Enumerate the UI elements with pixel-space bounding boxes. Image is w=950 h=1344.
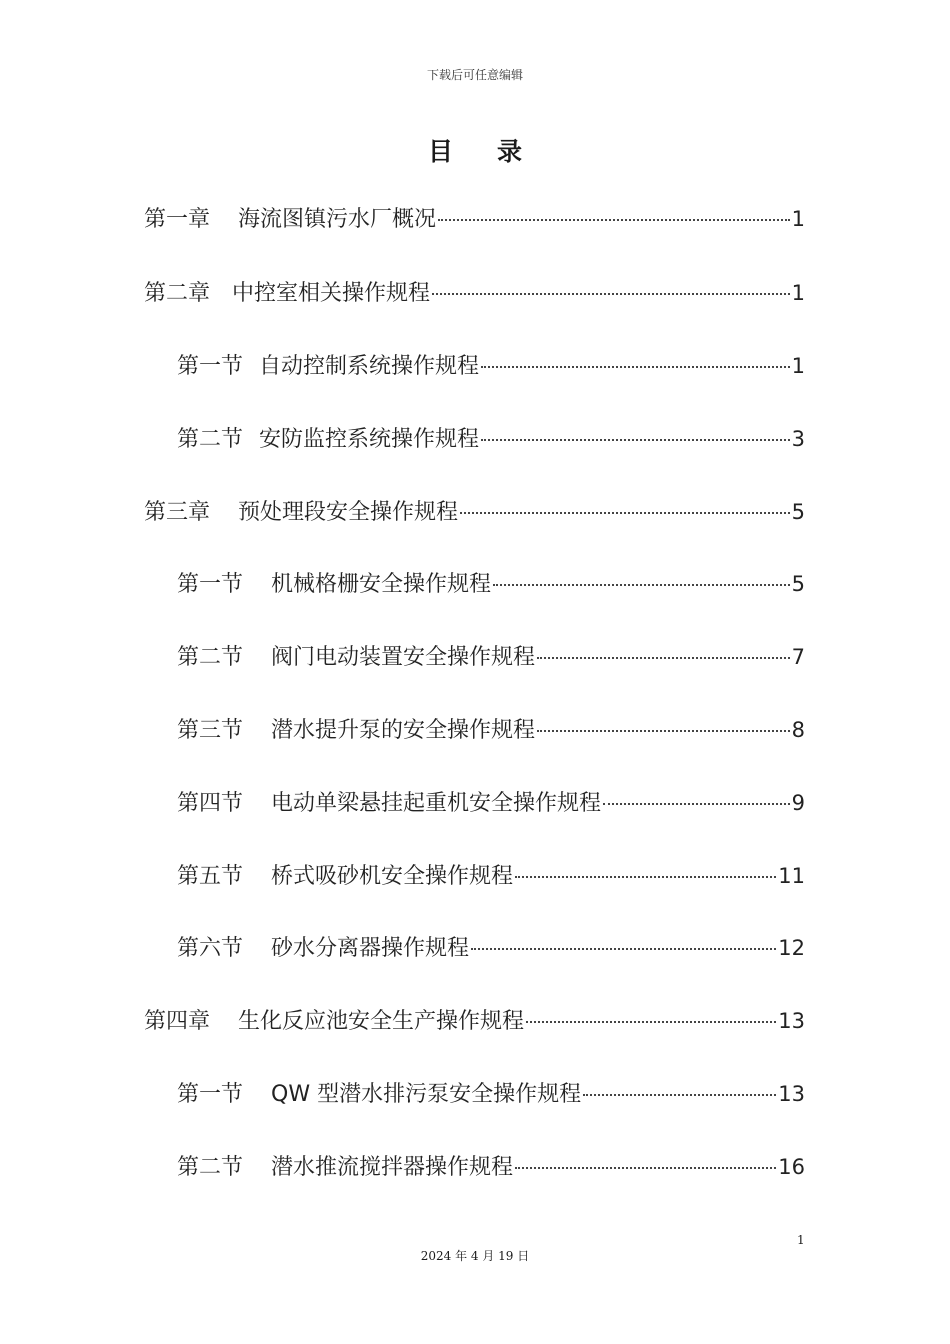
toc-entry-title: 砂水分离器操作规程 (271, 936, 470, 961)
toc-entry-page: 13 (778, 1082, 805, 1106)
toc-entry-page: 9 (791, 791, 805, 815)
toc-entry-number: 第三章 (144, 500, 211, 525)
toc-leader-dots (583, 1094, 776, 1096)
toc-entry-number: 第一节 (177, 572, 244, 597)
toc-entry-title: 中控室相关操作规程 (232, 281, 431, 306)
toc-entry-page: 8 (791, 718, 805, 742)
toc-leader-dots (471, 948, 776, 950)
toc-entry-page: 7 (791, 645, 805, 669)
toc-leader-dots (526, 1021, 776, 1023)
toc-entry-page: 5 (791, 572, 805, 596)
toc-entry[interactable] (177, 715, 805, 745)
footer-date: 2024 年 4 月 19 日 (420, 1249, 530, 1263)
toc-entry-page: 13 (778, 1009, 805, 1033)
toc-entry[interactable] (177, 788, 805, 818)
toc-entry-title: 电动单梁悬挂起重机安全操作规程 (271, 791, 602, 816)
toc-leader-dots (515, 1167, 776, 1169)
toc-entry-page: 5 (791, 500, 805, 524)
toc-leader-dots (460, 512, 790, 514)
toc-leader-dots (537, 730, 790, 732)
toc-entry-title: 安防监控系统操作规程 (259, 427, 480, 452)
toc-entry[interactable] (177, 569, 805, 599)
toc-title-right: 录 (497, 137, 523, 166)
toc-title-left: 目 (427, 137, 453, 166)
toc-entry-title: 潜水提升泵的安全操作规程 (271, 718, 536, 743)
toc-entry-title: 桥式吸砂机安全操作规程 (271, 864, 514, 889)
toc-entry-number: 第四节 (177, 791, 244, 816)
toc-leader-dots (537, 657, 790, 659)
toc-entry-title: 阀门电动装置安全操作规程 (271, 645, 536, 670)
toc-entry-number: 第二节 (177, 645, 244, 670)
toc-entry-number: 第四章 (144, 1009, 211, 1034)
toc-entry-number: 第三节 (177, 718, 244, 743)
toc-entry[interactable] (144, 204, 805, 234)
toc-entry-page: 3 (791, 427, 805, 451)
toc-entry[interactable] (177, 1152, 805, 1182)
toc-entry-number: 第六节 (177, 936, 244, 961)
toc-leader-dots (481, 439, 790, 441)
page-header: 下载后可任意编辑 (426, 68, 523, 82)
toc-entry[interactable] (144, 278, 805, 308)
toc-entry[interactable] (144, 1006, 805, 1036)
toc-entry[interactable] (177, 424, 805, 454)
toc-entry-number: 第一节 (177, 1082, 244, 1107)
toc-entry-page: 1 (791, 281, 805, 305)
toc-entry-title: 机械格栅安全操作规程 (271, 572, 492, 597)
toc-leader-dots (493, 584, 790, 586)
toc-entry-number: 第二节 (177, 1155, 244, 1180)
toc-entry-number: 第五节 (177, 864, 244, 889)
footer-page-number: 1 (797, 1233, 805, 1247)
toc-entry-number: 第二章 (144, 281, 211, 306)
toc-entry-title: 生化反应池安全生产操作规程 (238, 1009, 525, 1034)
toc-entry-number: 第一节 (177, 354, 244, 379)
toc-entry-number: 第二节 (177, 427, 244, 452)
toc-leader-dots (432, 293, 790, 295)
toc-leader-dots (515, 876, 776, 878)
toc-entry-number: 第一章 (144, 207, 211, 232)
toc-entry-title: 海流图镇污水厂概况 (238, 207, 437, 232)
toc-entry-title: QW 型潜水排污泵安全操作规程 (271, 1082, 582, 1107)
toc-leader-dots (481, 366, 790, 368)
toc-entry-page: 1 (791, 354, 805, 378)
toc-entry-title: 潜水推流搅拌器操作规程 (271, 1155, 514, 1180)
toc-entry-page: 1 (791, 207, 805, 231)
toc-leader-dots (438, 219, 790, 221)
toc-entry[interactable] (177, 861, 805, 891)
toc-entry-page: 11 (778, 864, 805, 888)
toc-entry[interactable] (177, 351, 805, 381)
toc-entry-title: 预处理段安全操作规程 (238, 500, 459, 525)
toc-entry-page: 12 (778, 936, 805, 960)
toc-entry-title: 自动控制系统操作规程 (259, 354, 480, 379)
toc-entry[interactable] (177, 642, 805, 672)
toc-entry[interactable] (144, 497, 805, 527)
toc-entry-page: 16 (778, 1155, 805, 1179)
toc-entry[interactable] (177, 933, 805, 963)
toc-entry[interactable] (177, 1079, 805, 1109)
toc-leader-dots (603, 803, 790, 805)
